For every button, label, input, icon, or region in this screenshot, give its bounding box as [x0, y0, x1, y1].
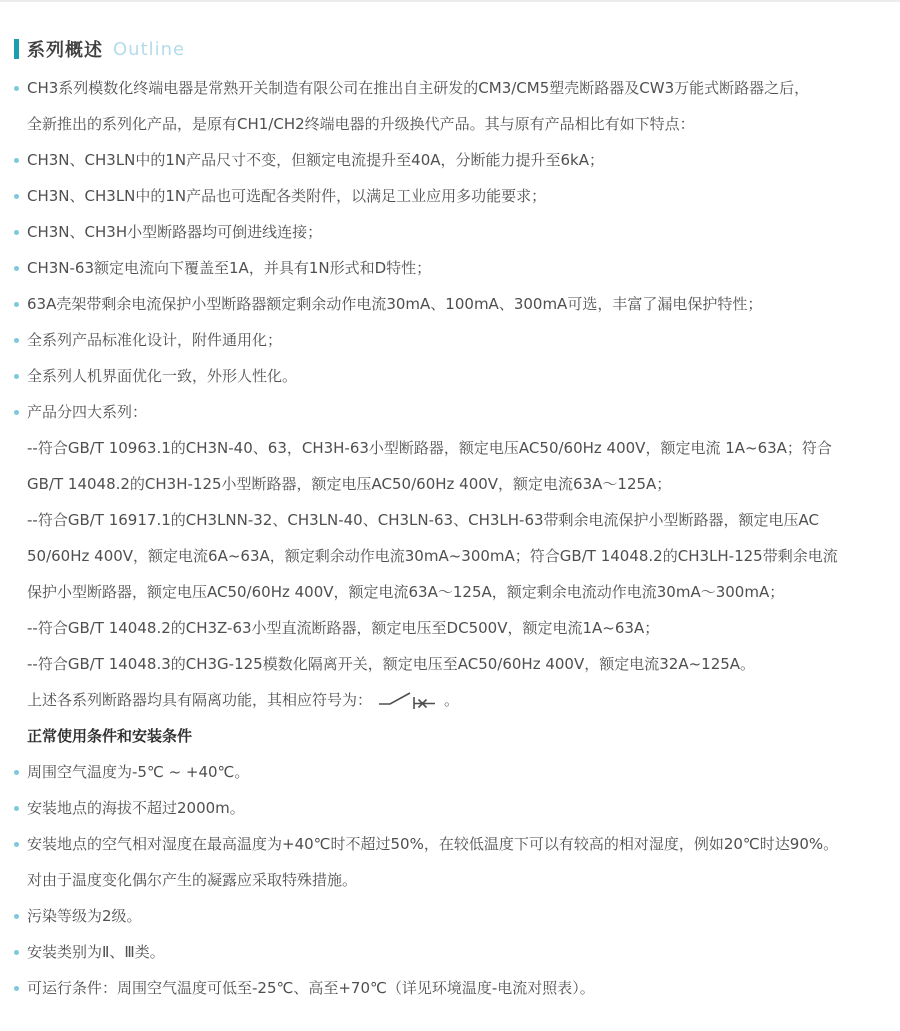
isolating-function-symbol-icon [378, 688, 436, 710]
bullet-icon [14, 266, 19, 271]
line-text: CH3系列模数化终端电器是常熟开关制造有限公司在推出自主研发的CM3/CM5塑壳断路器及CW3万能式断路器之后， [27, 79, 810, 97]
line-text: CH3N、CH3LN中的1N产品也可选配各类附件，以满足工业应用多功能要求； [27, 187, 547, 205]
line-text: 对由于温度变化偶尔产生的凝露应采取特殊措施。 [27, 871, 358, 889]
line-text: 全系列产品标准化设计，附件通用化； [27, 331, 283, 349]
line-text: 保护小型断路器，额定电压AC50/60Hz 400V，额定电流63A～125A，额定剩余电流动作电流30mA～300mA； [27, 583, 785, 601]
text-line [14, 538, 894, 574]
line-text: 全系列人机界面优化一致，外形人性化。 [27, 367, 298, 385]
line-text: 安装地点的空气相对湿度在最高温度为+40℃时不超过50%，在较低温度下可以有较高的相对湿度，例如20℃时达90%。 [27, 835, 839, 853]
bullet-item [14, 286, 894, 322]
line-text: 50/60Hz 400V，额定电流6A~63A，额定剩余动作电流30mA~300mA；符合GB/T 14048.2的CH3LH-125带剩余电流 [27, 547, 838, 565]
line-text: 安装类别为Ⅱ、Ⅲ类。 [27, 943, 165, 961]
line-text: 产品分四大系列： [27, 403, 148, 421]
section-title-en: Outline [113, 38, 186, 60]
bullet-icon [14, 158, 19, 163]
symbol-line-post-text: 。 [444, 691, 460, 709]
bullet-icon [14, 950, 19, 955]
bullet-icon [14, 230, 19, 235]
body-content [14, 70, 894, 1006]
line-text: --符合GB/T 10963.1的CH3N-40、63，CH3H-63小型断路器，额定电压AC50/60Hz 400V，额定电流 1A~63A；符合 [27, 439, 832, 457]
symbol-line-pre-text: 上述各系列断路器均具有隔离功能，其相应符号为： [27, 691, 373, 709]
bullet-item [14, 178, 894, 214]
line-text: 安装地点的海拔不超过2000m。 [27, 799, 245, 817]
section-accent-bar-icon [14, 39, 19, 59]
bullet-item [14, 214, 894, 250]
bullet-item [14, 898, 894, 934]
bullet-item [14, 934, 894, 970]
bullet-item [14, 250, 894, 286]
line-text: 63A壳架带剩余电流保护小型断路器额定剩余动作电流30mA、100mA、300mA可选，丰富了漏电保护特性； [27, 295, 763, 313]
bullet-icon [14, 842, 19, 847]
line-text: --符合GB/T 14048.3的CH3G-125模数化隔离开关，额定电压至AC50/60Hz 400V，额定电流32A~125A。 [27, 655, 756, 673]
bullet-icon [14, 986, 19, 991]
bullet-item [14, 142, 894, 178]
bullet-icon [14, 194, 19, 199]
line-text: 污染等级为2级。 [27, 907, 142, 925]
bullet-item [14, 358, 894, 394]
line-text: --符合GB/T 14048.2的CH3Z-63小型直流断路器，额定电压至DC500V，额定电流1A~63A； [27, 619, 660, 637]
section-header [14, 36, 900, 62]
line-text: CH3N、CH3LN中的1N产品尺寸不变，但额定电流提升至40A，分断能力提升至6kA； [27, 151, 604, 169]
line-text: 全新推出的系列化产品，是原有CH1/CH2终端电器的升级换代产品。其与原有产品相比有如下特点： [27, 115, 695, 133]
subheading-label: 正常使用条件和安装条件 [27, 727, 193, 745]
text-line [14, 574, 894, 610]
line-text: --符合GB/T 16917.1的CH3LNN-32、CH3LN-40、CH3LN-63、CH3LH-63带剩余电流保护小型断路器，额定电压AC [27, 511, 819, 529]
text-line [14, 106, 894, 142]
text-line [14, 466, 894, 502]
text-line [14, 610, 894, 646]
line-text: 周围空气温度为-5℃ ~ +40℃。 [27, 763, 250, 781]
line-text: CH3N、CH3H小型断路器均可倒进线连接； [27, 223, 323, 241]
bullet-icon [14, 770, 19, 775]
bullet-item [14, 970, 894, 1006]
bullet-item [14, 70, 894, 106]
bullet-item [14, 322, 894, 358]
line-text: 可运行条件：周围空气温度可低至-25℃、高至+70℃（详见环境温度-电流对照表）。 [27, 979, 595, 997]
bullet-item [14, 790, 894, 826]
bullet-item [14, 394, 894, 430]
bullet-icon [14, 338, 19, 343]
bullet-icon [14, 914, 19, 919]
text-line [14, 502, 894, 538]
bullet-icon [14, 806, 19, 811]
line-text: CH3N-63额定电流向下覆盖至1A，并具有1N形式和D特性； [27, 259, 432, 277]
text-line [14, 430, 894, 466]
section-subheading [14, 718, 894, 754]
bullet-item [14, 754, 894, 790]
bullet-icon [14, 374, 19, 379]
bullet-icon [14, 86, 19, 91]
bullet-icon [14, 410, 19, 415]
bullet-item [14, 826, 894, 862]
section-title-zh: 系列概述 [27, 40, 103, 61]
symbol-line [14, 682, 894, 718]
bullet-icon [14, 302, 19, 307]
text-line [14, 646, 894, 682]
text-line [14, 862, 894, 898]
line-text: GB/T 14048.2的CH3H-125小型断路器，额定电压AC50/60Hz 400V，额定电流63A～125A； [27, 475, 672, 493]
